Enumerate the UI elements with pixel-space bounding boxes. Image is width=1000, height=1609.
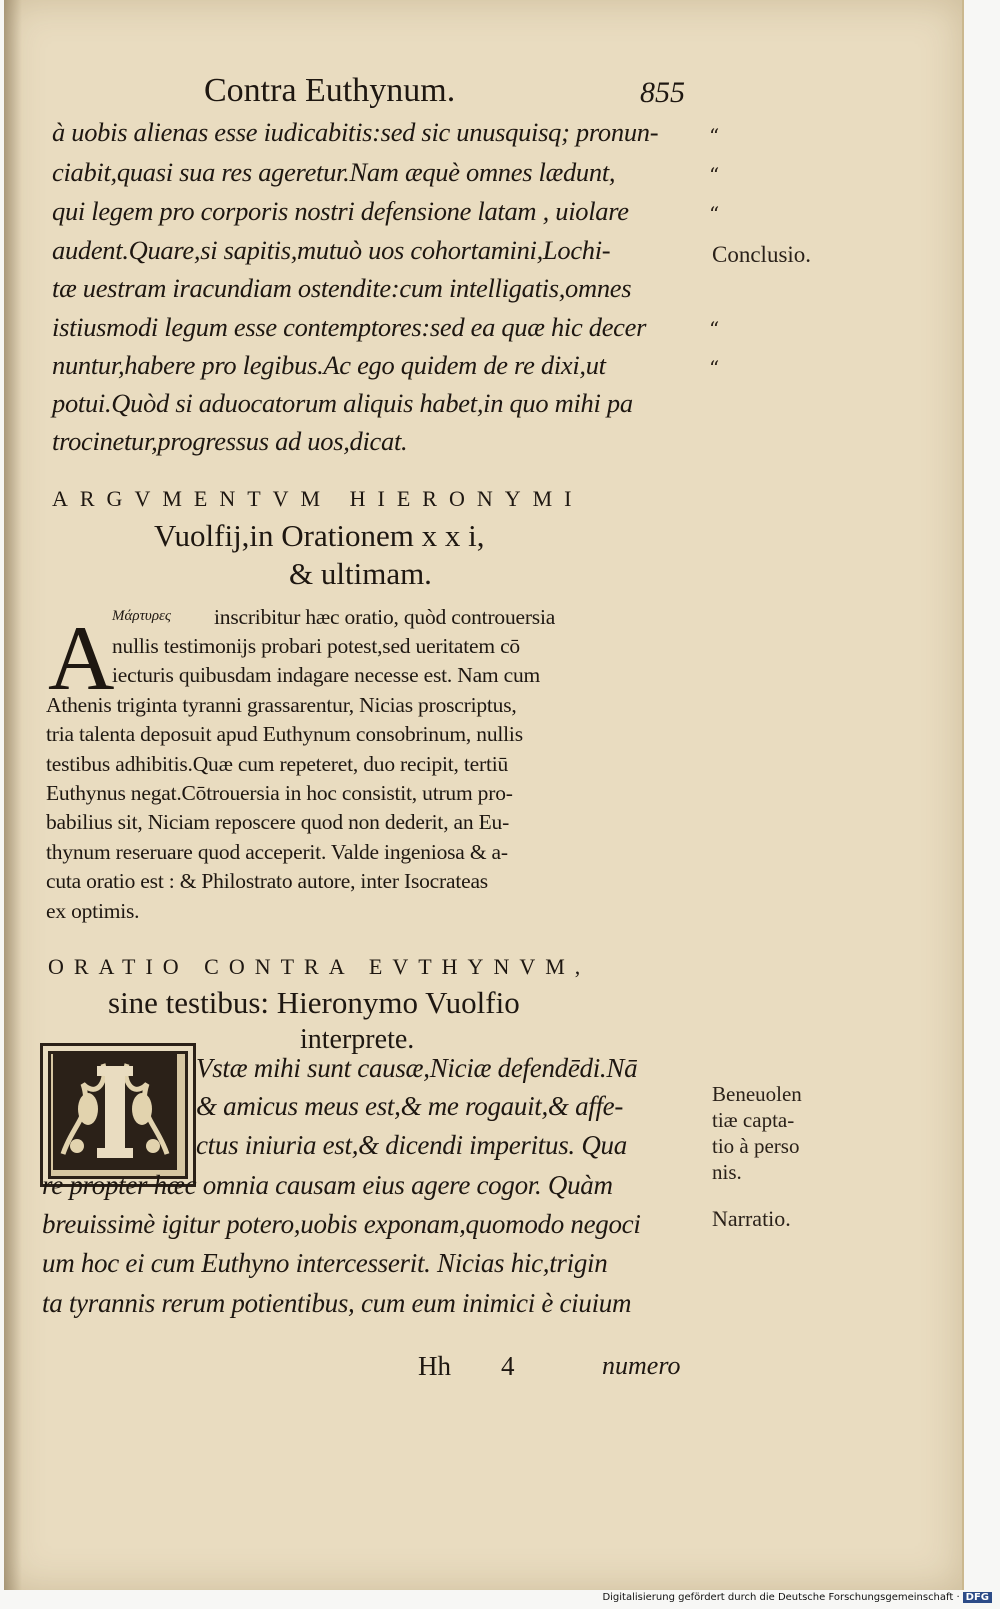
body-line: potui.Quòd si aduocatorum aliquis habet,in quo mihi pa bbox=[52, 388, 633, 418]
body-line: audent.Quare,si sapitis,mutuò uos cohortamini,Lochi- bbox=[52, 235, 611, 265]
body-line: tæ uestram iracundiam ostendite:cum intelligatis,omnes bbox=[52, 273, 632, 303]
body-line: à uobis alienas esse iudicabitis:sed sic unusquisq; pronun- bbox=[52, 117, 659, 147]
margin-note-beneuolentiae: tio à perso bbox=[712, 1134, 800, 1158]
signature-mark: Hh bbox=[418, 1351, 451, 1381]
argument-line: iecturis quibusdam indagare necesse est. Nam cum bbox=[112, 663, 541, 687]
oration-line: & amicus meus est,& me rogauit,& affe- bbox=[196, 1091, 624, 1121]
body-line: istiusmodi legum esse contemptores:sed ea quæ hic decer bbox=[52, 312, 647, 342]
quote-mark: “ bbox=[709, 202, 720, 226]
argument-line: ex optimis. bbox=[46, 899, 140, 923]
running-head-title: Contra Euthynum. bbox=[204, 72, 456, 109]
argument-line: thynum reseruare quod acceperit. Valde ingeniosa & a- bbox=[46, 840, 508, 864]
oration-line: ta tyrannis rerum potientibus, cum eum inimici è ciuium bbox=[42, 1288, 632, 1318]
footer-text: Digitalisierung gefördert durch die Deutsche Forschungsgemeinschaft · bbox=[602, 1592, 960, 1603]
argument-line: babilius sit, Niciam reposcere quod non dederit, an Eu- bbox=[46, 810, 510, 834]
margin-note-beneuolentiae: Beneuolen bbox=[712, 1082, 802, 1106]
oration-line: ctus iniuria est,& dicendi imperitus. Qua bbox=[196, 1130, 627, 1160]
quote-mark: “ bbox=[709, 317, 720, 341]
argument-line: inscribitur hæc oratio, quòd controuersia bbox=[214, 605, 556, 629]
argument-line: cuta oratio est : & Philostrato autore, inter Isocrateas bbox=[46, 869, 488, 893]
quote-mark: “ bbox=[709, 124, 720, 148]
argument-heading-line: & ultimam. bbox=[289, 556, 432, 591]
body-line: nuntur,habere pro legibus.Ac ego quidem de re dixi,ut bbox=[52, 350, 606, 380]
body-line: qui legem pro corporis nostri defensione latam , uiolare bbox=[52, 196, 629, 226]
argument-line: nullis testimonijs probari potest,sed ueritatem cō bbox=[112, 634, 520, 658]
quote-mark: “ bbox=[709, 163, 720, 187]
oration-line: re propter hæc omnia causam eius agere cogor. Quàm bbox=[42, 1170, 613, 1200]
argument-heading-caps: ARGVMENTVM HIERONYMI bbox=[52, 486, 584, 511]
oration-line: um hoc ei cum Euthyno intercesserit. Nicias hic,trigin bbox=[42, 1248, 608, 1278]
book-page bbox=[4, 0, 964, 1590]
argument-line: Athenis triginta tyranni grassarentur, Nicias proscriptus, bbox=[46, 693, 517, 717]
argument-heading-line: Vuolfij,in Orationem x x i, bbox=[154, 518, 485, 553]
argument-line: testibus adhibitis.Quæ cum repeteret, duo recipit, tertiū bbox=[46, 752, 509, 776]
oration-heading-line: interprete. bbox=[300, 1024, 415, 1055]
catchword: numero bbox=[602, 1351, 681, 1380]
oration-line: Vstæ mihi sunt causæ,Niciæ defendēdi.Nā bbox=[196, 1053, 638, 1083]
decorated-initial-i bbox=[40, 1043, 196, 1187]
margin-note-beneuolentiae: tiæ capta- bbox=[712, 1108, 795, 1132]
dfg-logo: DFG bbox=[963, 1592, 992, 1603]
argument-line: Euthynus negat.Cōtrouersia in hoc consistit, utrum pro- bbox=[46, 781, 513, 805]
body-line: ciabit,quasi sua res ageretur.Nam æquè omnes lædunt, bbox=[52, 157, 616, 187]
oration-line: breuissimè igitur potero,uobis exponam,quomodo negoci bbox=[42, 1209, 641, 1239]
ornament-foliage-icon bbox=[53, 1054, 177, 1170]
margin-note-conclusio: Conclusio. bbox=[712, 242, 812, 267]
page-number: 855 bbox=[640, 76, 685, 109]
margin-note-beneuolentiae: nis. bbox=[712, 1160, 742, 1184]
greek-word: Μάρτυρες bbox=[112, 608, 172, 624]
drop-initial-a: A bbox=[48, 607, 115, 709]
body-line: trocinetur,progressus ad uos,dicat. bbox=[52, 426, 408, 456]
oration-heading-line: sine testibus: Hieronymo Vuolfio bbox=[108, 985, 520, 1020]
digitization-footer bbox=[602, 1592, 992, 1603]
margin-note-narratio: Narratio. bbox=[712, 1206, 791, 1231]
signature-number: 4 bbox=[501, 1351, 515, 1381]
oration-heading-caps: ORATIO CONTRA EVTHYNVM, bbox=[48, 954, 591, 979]
quote-mark: “ bbox=[709, 356, 720, 380]
argument-line: tria talenta deposuit apud Euthynum consobrinum, nullis bbox=[46, 722, 523, 746]
